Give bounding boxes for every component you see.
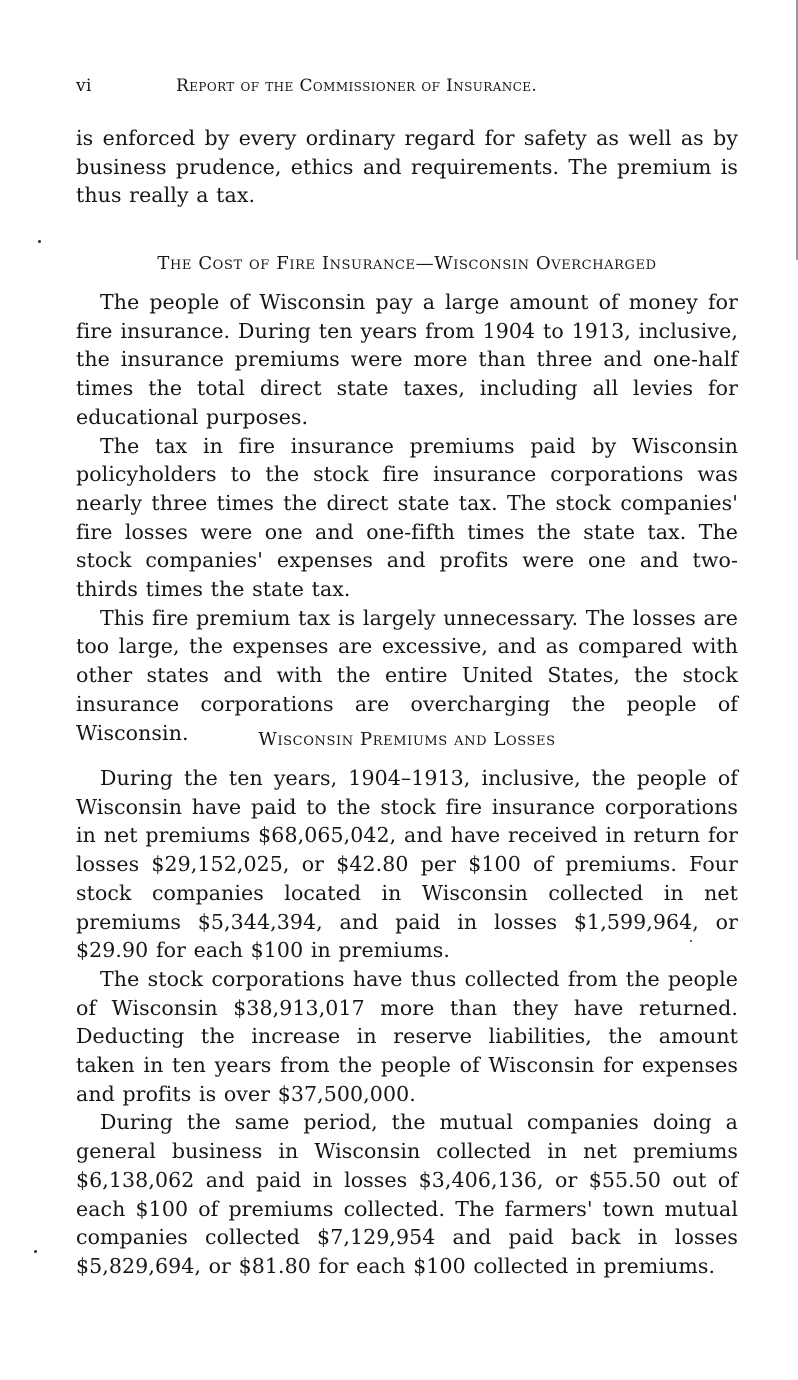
page-header bbox=[76, 76, 738, 100]
print-speck bbox=[690, 940, 692, 942]
print-speck bbox=[38, 240, 41, 243]
running-title: Report of the Commissioner of Insurance. bbox=[176, 76, 538, 96]
paragraph: During the same period, the mutual companies doing a general business in Wisconsin collected in net premiums $6,138,062 and paid in losses $3,406,136, or $55.50 out of each $100 of premiums collected. The farmers' town mutual companies collected $7,129,954 and paid back in losses $5,829,694, or $81.80 for each $100 collected in premiums. bbox=[76, 1110, 738, 1278]
print-speck bbox=[34, 1250, 37, 1253]
section-body-premiums-and-losses bbox=[76, 764, 738, 1281]
page-number: vi bbox=[76, 76, 92, 96]
paragraph: The people of Wisconsin pay a large amount of money for fire insurance. During ten years from 1904 to 1913, inclusive, the insurance premiums were more than three and one-half times the total direct state taxes, including all levies for educational purposes. bbox=[76, 290, 738, 429]
paragraph: During the ten years, 1904–1913, inclusive, the people of Wisconsin have paid to the stock fire insurance corporations in net premiums $68,065,042, and have received in return for losses $29,152,025, or $42.80 per $100 of premiums. Four stock companies located in Wisconsin collected in net premiums $5,344,394, and paid in losses $1,599,964, or $29.90 for each $100 in premiums. bbox=[76, 766, 738, 963]
section-heading-premiums-and-losses: Wisconsin Premiums and Losses bbox=[258, 729, 556, 750]
paragraph: The stock corporations have thus collected from the people of Wisconsin $38,913,017 more than they have returned. Deducting the increase in reserve liabilities, the amount taken in ten years from the people of Wisconsin for expenses and profits is over $37,500,000. bbox=[76, 966, 738, 1106]
paragraph: The tax in fire insurance premiums paid by Wisconsin policyholders to the stock fire insurance corporations was nearly three times the direct state tax. The stock companies' fire losses were one and one-fifth times the state tax. The stock companies' expenses and profits were one and two-thirds times the state tax. bbox=[76, 433, 738, 602]
section-heading-cost-of-fire-insurance: The Cost of Fire Insurance—Wisconsin Overcharged bbox=[157, 253, 657, 274]
continuation-block bbox=[76, 124, 738, 210]
section-body-cost-of-fire-insurance bbox=[76, 288, 738, 747]
continuation-paragraph: is enforced by every ordinary regard for safety as well as by business prudence, ethics and requirements. The premium is thus really a tax. bbox=[76, 126, 738, 208]
paragraph: This fire premium tax is largely unnecessary. The losses are too large, the expenses are excessive, and as compared with other states and with the entire United States, the stock insurance corporations are overcharging the people of Wisconsin. bbox=[76, 605, 738, 745]
